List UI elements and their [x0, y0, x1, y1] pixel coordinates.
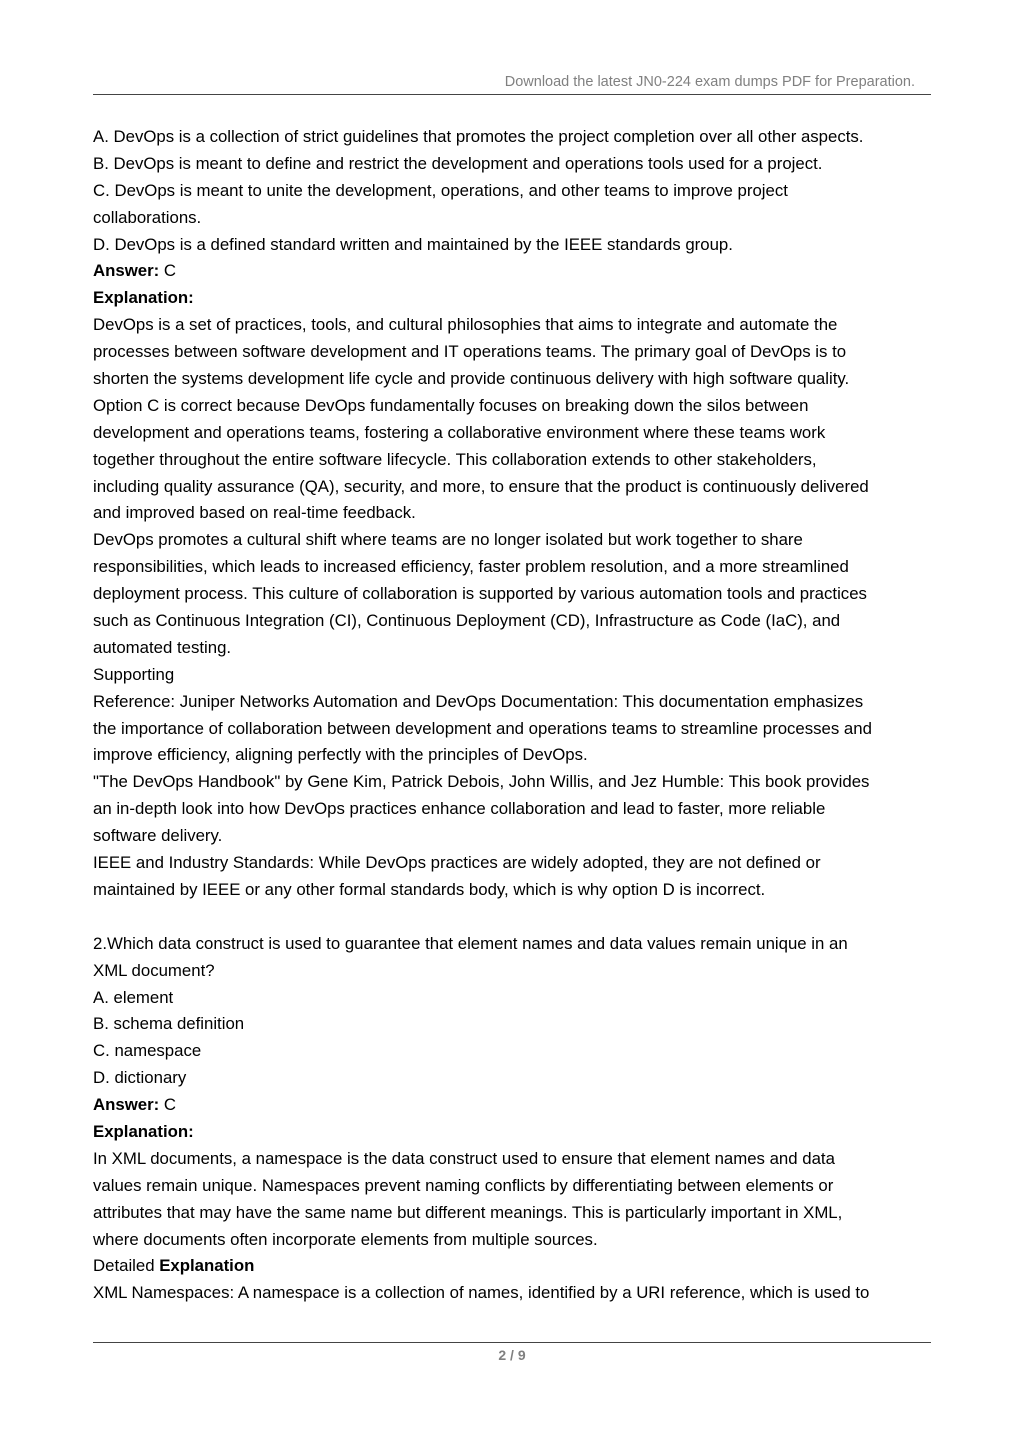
- q1-option-a: A. DevOps is a collection of strict guidelines that promotes the project completion over all other aspects.: [93, 127, 864, 146]
- q2-namespace-line: XML Namespaces: A namespace is a collection of names, identified by a URI reference, which is used to: [93, 1283, 870, 1303]
- q2-explanation-line: where documents often incorporate elements from multiple sources.: [93, 1229, 598, 1249]
- q1-explanation-line: Option C is correct because DevOps fundamentally focuses on breaking down the silos between: [93, 395, 809, 415]
- q2-answer: [93, 1092, 943, 1119]
- q1-explanation-line: improve efficiency, aligning perfectly with the principles of DevOps.: [93, 745, 588, 765]
- q1-answer-value: C: [159, 261, 176, 281]
- q1-explanation-line: the importance of collaboration between development and operations teams to streamline processes and: [93, 718, 872, 738]
- q1-explanation-label: Explanation:: [93, 288, 194, 308]
- q1-explanation-line: an in-depth look into how DevOps practices enhance collaboration and lead to faster, more reliable: [93, 799, 826, 819]
- q1-explanation-line: DevOps promotes a cultural shift where teams are no longer isolated but work together to share: [93, 530, 803, 550]
- q2-explanation-line: In XML documents, a namespace is the data construct used to ensure that element names and data: [93, 1148, 835, 1168]
- page-number: 2 / 9: [498, 1347, 526, 1363]
- q1-option-b: B. DevOps is meant to define and restrict the development and operations tools used for a project.: [93, 153, 823, 173]
- q1-explanation-line: development and operations teams, fostering a collaborative environment where these teams work: [93, 422, 826, 442]
- q1-explanation-line: Reference: Juniper Networks Automation and DevOps Documentation: This documentation emphasizes: [93, 691, 864, 711]
- q2-question-line: 2.Which data construct is used to guarantee that element names and data values remain unique in an: [93, 933, 848, 953]
- q1-option-c-continued: collaborations.: [93, 207, 202, 227]
- q1-explanation-line: deployment process. This culture of collaboration is supported by various automation tools and practices: [93, 584, 867, 604]
- q1-explanation-line: automated testing.: [93, 637, 232, 657]
- q1-explanation-line: together throughout the entire software lifecycle. This collaboration extends to other stakeholders,: [93, 449, 817, 469]
- header-text: Download the latest JN0-224 exam dumps PDF for Preparation.: [504, 74, 915, 90]
- q1-explanation-line: processes between software development and IT operations teams. The primary goal of DevOps is to: [93, 342, 847, 362]
- q1-explanation-line: software delivery.: [93, 826, 223, 846]
- q2-explanation-line: values remain unique. Namespaces prevent naming conflicts by differentiating between elements or: [93, 1175, 834, 1195]
- q1-explanation-line: DevOps is a set of practices, tools, and cultural philosophies that aims to integrate and automate the: [93, 315, 838, 335]
- q2-detailed-prefix: Detailed: [93, 1256, 160, 1276]
- q2-option-b: B. schema definition: [93, 1014, 245, 1034]
- q1-explanation-line: Supporting: [93, 664, 175, 684]
- q1-explanation-line: IEEE and Industry Standards: While DevOps practices are widely adopted, they are not defined or: [93, 853, 821, 873]
- q1-explanation-line: "The DevOps Handbook" by Gene Kim, Patrick Debois, John Willis, and Jez Humble: This book provides: [93, 772, 870, 792]
- q2-option-d: D. dictionary: [93, 1068, 187, 1088]
- q1-option-c: C. DevOps is meant to unite the development, operations, and other teams to improve project: [93, 180, 788, 200]
- q1-explanation-line: maintained by IEEE or any other formal standards body, which is why option D is incorrect.: [93, 879, 766, 899]
- q1-answer: [93, 258, 943, 285]
- page-footer: [93, 1342, 931, 1365]
- page-content: [93, 124, 943, 1307]
- blank-line: [93, 904, 943, 931]
- q2-answer-value: C: [159, 1095, 176, 1115]
- q1-option-d: D. DevOps is a defined standard written and maintained by the IEEE standards group.: [93, 234, 733, 254]
- q1-explanation-line: and improved based on real-time feedback.: [93, 503, 416, 523]
- q1-explanation-line: shorten the systems development life cycle and provide continuous delivery with high software quality.: [93, 369, 850, 389]
- q1-explanation-line: including quality assurance (QA), security, and more, to ensure that the product is continuously delivered: [93, 476, 869, 496]
- q2-answer-label: Answer:: [93, 1095, 160, 1115]
- q2-option-c: C. namespace: [93, 1041, 202, 1061]
- q2-explanation-line: attributes that may have the same name but different meanings. This is particularly important in XML,: [93, 1202, 843, 1222]
- q1-answer-label: Answer:: [93, 261, 160, 281]
- q2-option-a: A. element: [93, 987, 174, 1007]
- q2-question-line: XML document?: [93, 960, 215, 980]
- q2-detailed-label: Explanation: [159, 1256, 255, 1276]
- q1-explanation-line: such as Continuous Integration (CI), Continuous Deployment (CD), Infrastructure as Code (IaC), and: [93, 611, 841, 631]
- q1-explanation-line: responsibilities, which leads to increased efficiency, faster problem resolution, and a more streamlined: [93, 557, 849, 577]
- q2-explanation-label: Explanation:: [93, 1121, 194, 1141]
- page-header: [93, 72, 931, 95]
- q2-detailed-explanation-heading: [93, 1253, 943, 1280]
